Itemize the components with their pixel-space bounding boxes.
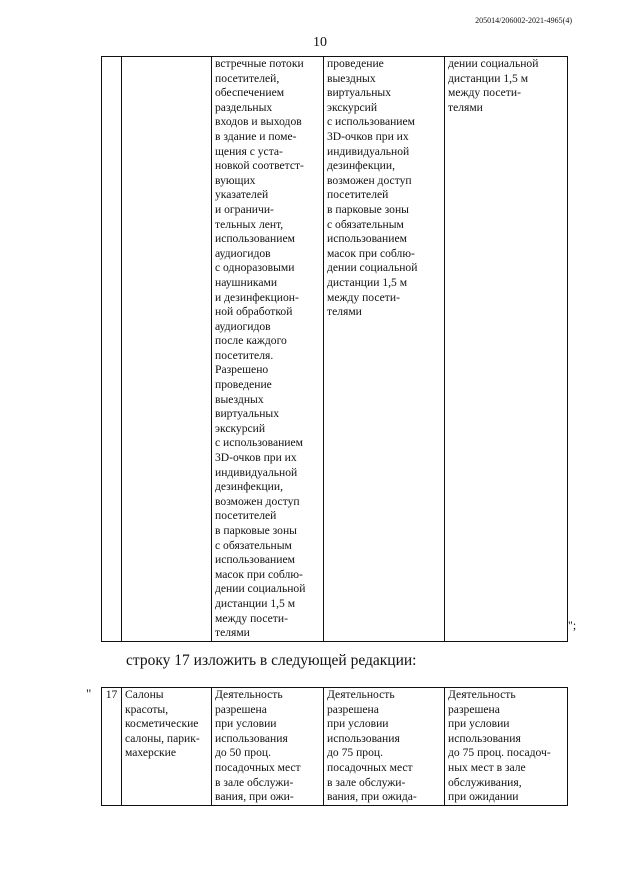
continued-table (101, 56, 568, 642)
table-cell-regime-2: проведение выездных виртуальных экскурсий с использованием 3D-очков при их индивидуальной дезинфекции, возможен доступ посетителей в парковые зоны с обязательным использованием масок при соблю- дении социальной дистанции 1,5 м между посети- телями (324, 57, 445, 642)
table-cell-regime-1: встречные потоки посетителей, обеспечением раздельных входов и выходов в здание и поме- щения с уста- новкой соответст- вующих указателей и ограничи- тельных лент, использованием аудиогидов с одноразовыми наушниками и дезинфекцион- ной обработкой аудиогидов после каждого посетителя. Разрешено проведение выездных виртуальных экскурсий с использованием 3D-очков при их индивидуальной дезинфекции, возможен доступ посетителей в парковые зоны с обязательным использованием масок при соблю- дении социальной дистанции 1,5 м между посети- телями (212, 57, 324, 642)
table-cell-category (122, 57, 212, 642)
table-cell-regime-1: Деятельность разрешена при условии использования до 50 проц. посадочных мест в зале обслужи- вания, при ожи- (212, 688, 324, 806)
opening-quote: " (86, 686, 92, 701)
document-id: 205014/206002-2021-4965(4) (475, 16, 572, 25)
table-cell-regime-3: дении социальной дистанции 1,5 м между посети- телями (445, 57, 568, 642)
table-cell-regime-3: Деятельность разрешена при условии использования до 75 проц. посадоч- ных мест в зале обслуживания, при ожидании (445, 688, 568, 806)
table-row (102, 57, 568, 642)
table-cell-number (102, 57, 122, 642)
row-17-table (101, 687, 568, 806)
instruction-text: строку 17 изложить в следующей редакции: (126, 652, 417, 669)
closing-quote: "; (568, 618, 577, 632)
table-row (102, 688, 568, 806)
table-cell-number: 17 (102, 688, 122, 806)
page-number: 10 (313, 35, 327, 50)
table-cell-regime-2: Деятельность разрешена при условии использования до 75 проц. посадочных мест в зале обслужи- вания, при ожида- (324, 688, 445, 806)
table-cell-category: Салоны красоты, косметические салоны, парик- махерские (122, 688, 212, 806)
